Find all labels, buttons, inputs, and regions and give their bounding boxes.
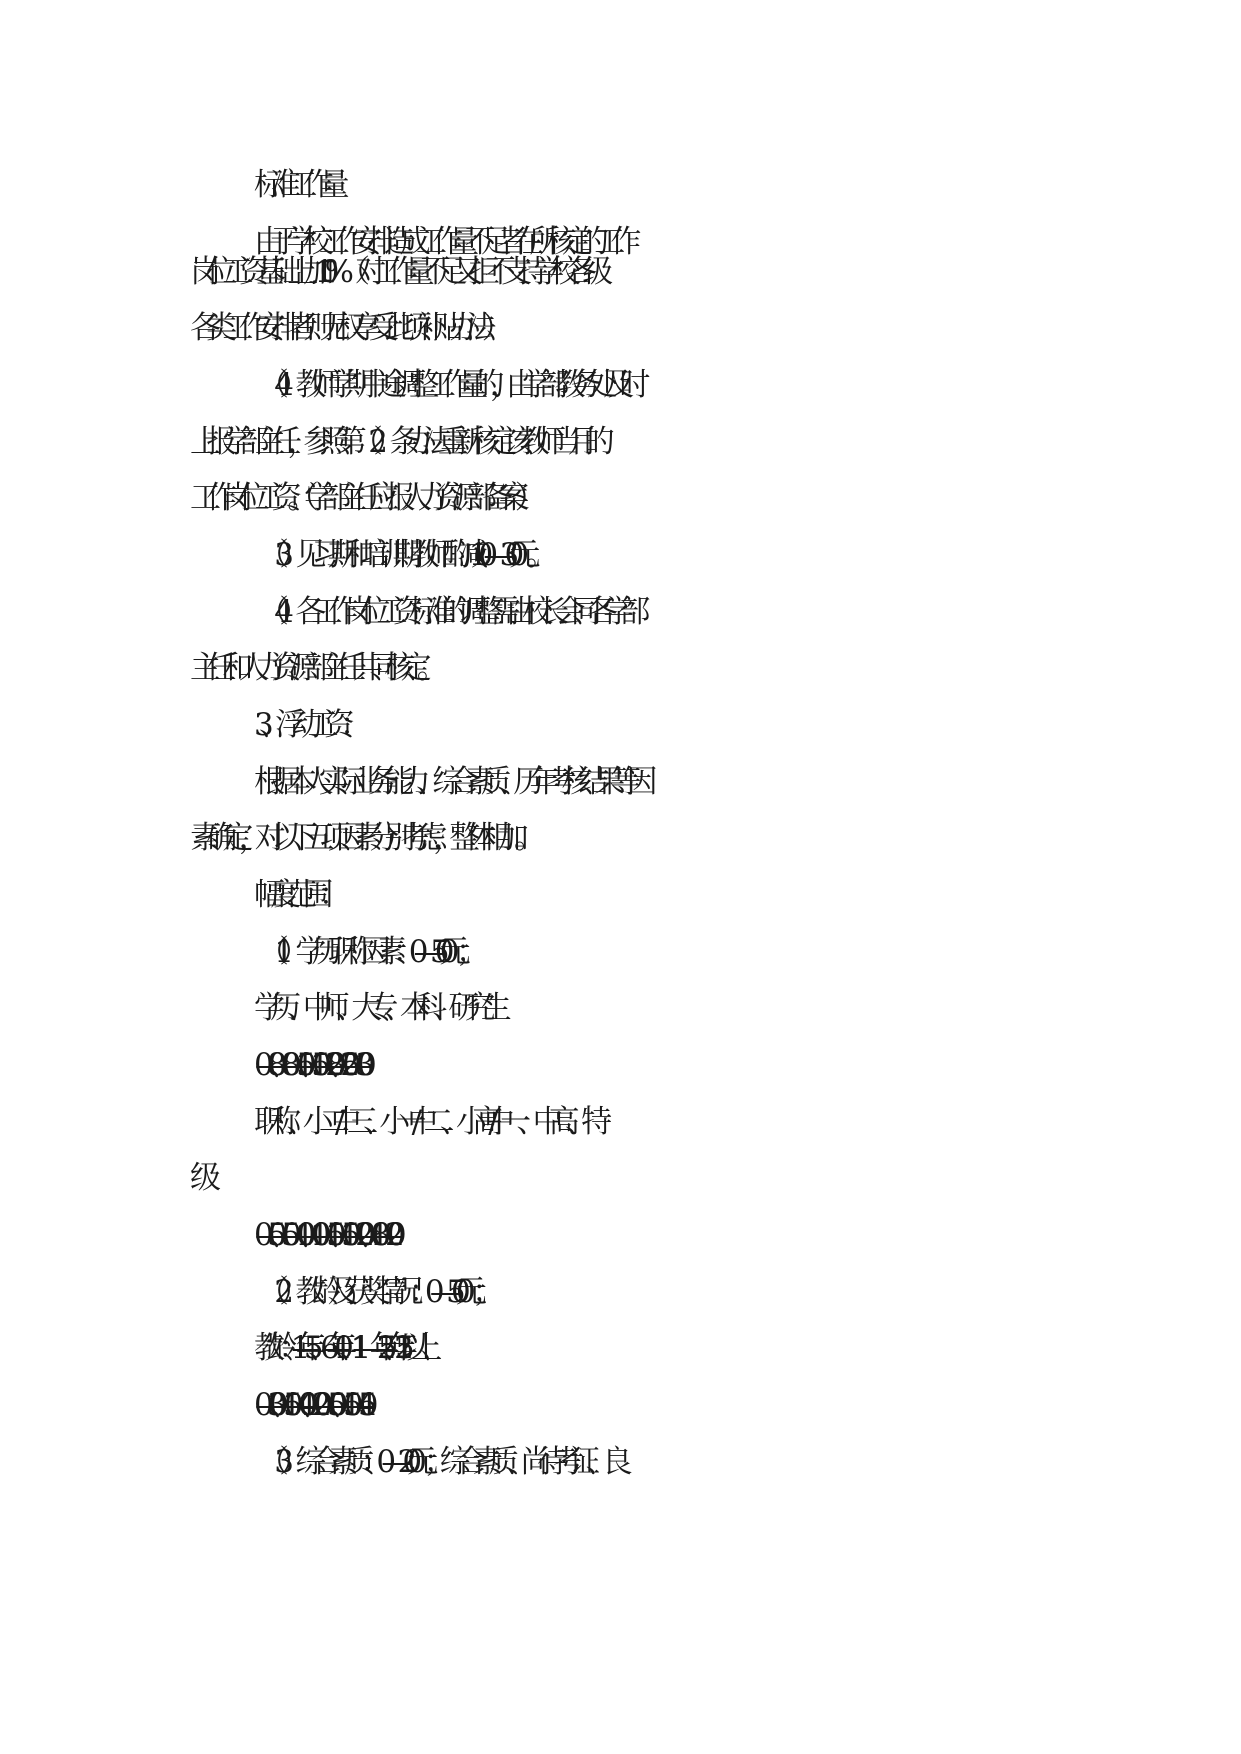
text-line: 教龄：1—5 年、6—10 年、11——25 年、25 年以上 [254, 1330, 424, 1366]
text-line: （4）教师学期中途调整工作量的，由学部教务处及时 [258, 367, 636, 403]
text-line: （4）各工作岗位工资标准的调整需由校长会同各学部 [258, 594, 636, 630]
text-line: 级 [190, 1160, 207, 1196]
text-line: 3、浮动工资： [254, 707, 357, 743]
text-line: （1）学历职称因素：0—500 元； [258, 934, 473, 970]
text-line: 工作岗位工资。（学部主任应报人力资源部备案） [190, 480, 531, 516]
text-line: （3）见习期和培训期教师酌减 100—300 元。 [258, 537, 542, 573]
text-line: 岗位工资基础上加 10%（对工作量不足又拒不支持学校各级 [190, 254, 599, 290]
text-line: 职称、小二/中三、小一/中二、小高/中一、中高、特 [254, 1104, 598, 1140]
text-line: 上报学部主任，参照第（2）条办法重新核定该教师当月的 [190, 424, 600, 460]
text-line: （2）教龄及获奖情况：0—500 元； [258, 1274, 489, 1310]
text-line: 0—50、50—100、100—150、150—200、180—200 [254, 1217, 388, 1253]
text-line: 素确定，对以下五项因素分别考虑，整体相加。 [190, 820, 531, 856]
text-line: 主任和人力资源部主任共同核定。 [190, 650, 433, 686]
text-line: 根据本人实际业务能力、综合素质、历年考核结果等因 [254, 764, 643, 800]
text-line: 学历、中师、大专、本科、研究生 [254, 990, 497, 1026]
text-line: 0—80、80—150、150—280、250—300 [254, 1047, 358, 1083]
text-line: 各类工作安排者则无权享受此项补贴办法） [190, 310, 498, 346]
text-line: 标准工作量 [254, 167, 335, 203]
text-line: 0—300、150—400、200—500、150—450 [254, 1387, 360, 1423]
text-line: 幅度范围： [254, 877, 335, 913]
text-line: （3）综合素质：0—200 元；综合素质、尚待考证、良 [258, 1444, 618, 1480]
text-line: 由于学校工作安排造成工作量不足者在所核定的工作 [254, 224, 627, 260]
